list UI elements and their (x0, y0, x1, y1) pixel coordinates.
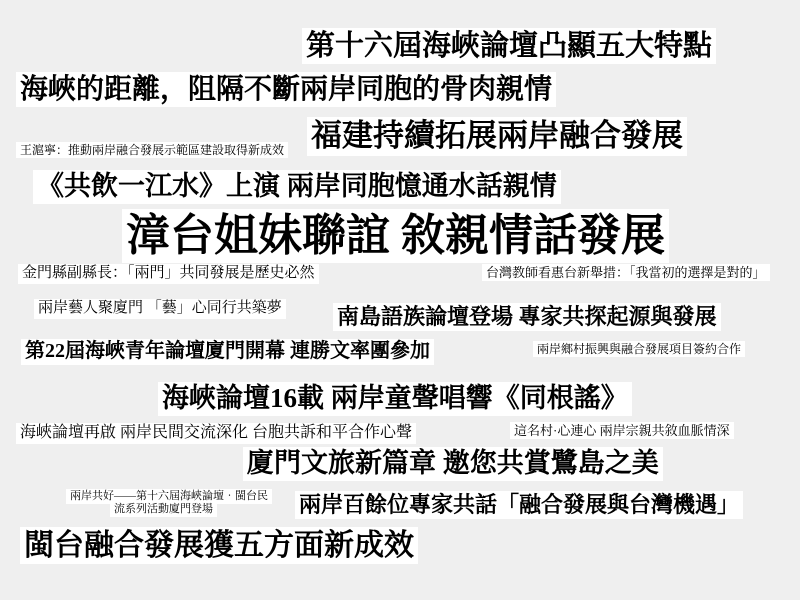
headline-text-block: 第十六屆海峽論壇凸顯五大特點 (302, 28, 716, 64)
headline-text-block: 台灣教師看惠台新舉措：「我當初的選擇是對的」 (482, 264, 770, 281)
headline-text-block: 福建持續拓展兩岸融合發展 (307, 117, 687, 156)
headline-text-block: 《共飲一江水》上演 兩岸同胞憶通水話親情 (33, 170, 561, 204)
headline-text-block: 海峽論壇再啟 兩岸民間交流深化 台胞共訴和平合作心聲 (16, 423, 416, 444)
headline-text-block: 廈門文旅新篇章 邀您共賞鷺島之美 (243, 447, 663, 481)
headline-text-block: 金門縣副縣長：「兩門」共同發展是歷史必然 (18, 264, 319, 284)
headline-text-block: 閩台融合發展獲五方面新成效 (20, 527, 418, 564)
headline-text-block: 這名村·心連心 兩岸宗親共敘血脈情深 (510, 422, 734, 439)
headline-text-block: 兩岸鄉村振興與融合發展項目簽約合作 (533, 341, 745, 357)
headline-text-block: 兩岸百餘位專家共話「融合發展與台灣機遇」 (295, 491, 743, 519)
headline-text-block: 王滬寧：推動兩岸融合發展示範區建設取得新成效 (16, 142, 288, 158)
headline-text-block: 南島語族論壇登場 專家共探起源與發展 (333, 303, 721, 331)
headline-text-block: 兩岸共好——第十六屆海峽論壇‧閩台民 (66, 489, 272, 504)
headline-text-block: 漳台姐妹聯誼 敘親情話發展 (122, 209, 669, 263)
headline-text-block: 兩岸藝人聚廈門 「藝」心同行共築夢 (34, 299, 286, 319)
headline-text-block: 第22屆海峽青年論壇廈門開幕 連勝文率團參加 (21, 339, 434, 365)
headline-text-block: 海峽論壇16載 兩岸童聲唱響《同根謠》 (158, 382, 632, 416)
headline-text-block: 流系列活動廈門登場 (110, 502, 217, 517)
headline-text-block: 海峽的距離，阻隔不斷兩岸同胞的骨肉親情 (16, 72, 556, 107)
